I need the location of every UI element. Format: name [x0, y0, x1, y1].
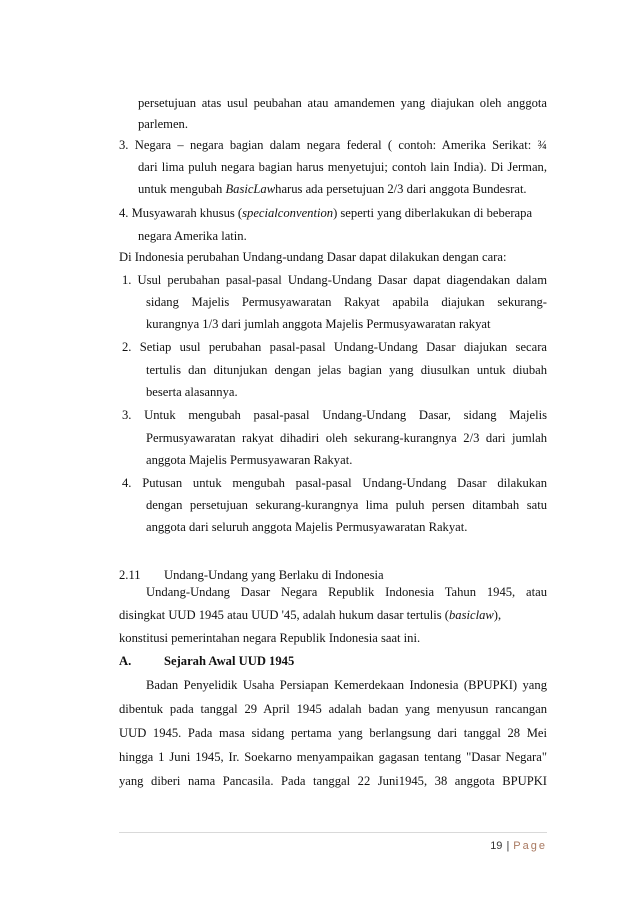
text-line: anggota dari seluruh anggota Majelis Permusyawaratan Rakyat.: [146, 520, 468, 534]
numbered-item-3: 3. Untuk mengubah pasal-pasal Undang-Undang Dasar, sidang Majelis: [122, 408, 547, 422]
subsection-letter: A.: [119, 654, 132, 668]
text-line: yang diberi nama Pancasila. Pada tanggal 22 Juni1945, 38 anggota BPUPKI: [119, 774, 547, 788]
page-number: 19: [490, 840, 503, 852]
text-line: [138, 181, 566, 197]
text-line: Badan Penyelidik Usaha Persiapan Kemerdekaan Indonesia (BPUPKI) yang: [146, 678, 547, 692]
text-part: 4. Musyawarah khusus (: [119, 206, 243, 220]
subsection-heading: Sejarah Awal UUD 1945: [164, 654, 295, 668]
italic-term: basiclaw: [449, 608, 494, 622]
text-line: parlemen.: [138, 117, 188, 131]
list-item-3: 3. Negara – negara bagian dalam negara federal ( contoh: Amerika Serikat: ¾: [119, 138, 547, 152]
text-line: kurangnya 1/3 dari jumlah anggota Majelis Permusyawaratan rakyat: [146, 317, 491, 331]
text-part: harus ada persetujuan 2/3 dari anggota Bundesrat.: [275, 182, 527, 196]
numbered-item-2: 2. Setiap usul perubahan pasal-pasal Undang-Undang Dasar diajukan secara: [122, 340, 547, 354]
numbered-item-1: 1. Usul perubahan pasal-pasal Undang-Undang Dasar dapat diagendakan dalam: [122, 273, 547, 287]
section-heading: Undang-Undang yang Berlaku di Indonesia: [164, 568, 384, 582]
text-line: [119, 607, 547, 623]
text-line: dari lima puluh negara bagian harus menyetujui; contoh lain India). Di Jerman,: [138, 160, 547, 174]
list-item-4: [119, 205, 547, 221]
text-line: Permusyawaratan rakyat dihadiri oleh sekurang-kurangnya 2/3 dari jumlah: [146, 431, 547, 445]
footer-separator: |: [506, 840, 510, 852]
text-line: dibentuk pada tanggal 29 April 1945 adalah badan yang menyusun rancangan: [119, 702, 547, 716]
text-part: disingkat UUD 1945 atau UUD '45, adalah hukum dasar tertulis (: [119, 608, 449, 622]
text-part: untuk mengubah: [138, 182, 226, 196]
page-footer: [490, 840, 547, 852]
numbered-item-4: 4. Putusan untuk mengubah pasal-pasal Undang-Undang Dasar dilakukan: [122, 476, 547, 490]
text-line: Undang-Undang Dasar Negara Republik Indonesia Tahun 1945, atau: [146, 585, 547, 599]
text-line: tertulis dan ditunjukan dengan jelas bagian yang diusulkan untuk diubah: [146, 363, 547, 377]
footer-divider: [119, 832, 547, 833]
section-number: 2.11: [119, 568, 141, 582]
text-line: konstitusi pemerintahan negara Republik Indonesia saat ini.: [119, 631, 421, 645]
text-part: ) seperti yang diberlakukan di beberapa: [333, 206, 533, 220]
text-part: ),: [493, 608, 502, 622]
paragraph-intro: Di Indonesia perubahan Undang-undang Dasar dapat dilakukan dengan cara:: [119, 250, 507, 264]
text-line: sidang Majelis Permusyawaratan Rakyat apabila diajukan sekurang-: [146, 295, 547, 309]
text-line: anggota Majelis Permusyawaran Rakyat.: [146, 453, 353, 467]
text-line: negara Amerika latin.: [138, 229, 247, 243]
text-line: dengan persetujuan sekurang-kurangnya lima puluh persen ditambah satu: [146, 498, 547, 512]
text-line: hingga 1 Juni 1945, Ir. Soekarno menyampaikan gagasan tentang "Dasar Negara": [119, 750, 547, 764]
page-label: Page: [513, 840, 547, 852]
italic-term: specialconvention: [242, 206, 334, 220]
text-line: beserta alasannya.: [146, 385, 238, 399]
text-line: persetujuan atas usul peubahan atau amandemen yang diajukan oleh anggota: [138, 96, 547, 110]
italic-term: BasicLaw: [225, 182, 276, 196]
text-line: UUD 1945. Pada masa sidang pertama yang berlangsung dari tanggal 28 Mei: [119, 726, 547, 740]
